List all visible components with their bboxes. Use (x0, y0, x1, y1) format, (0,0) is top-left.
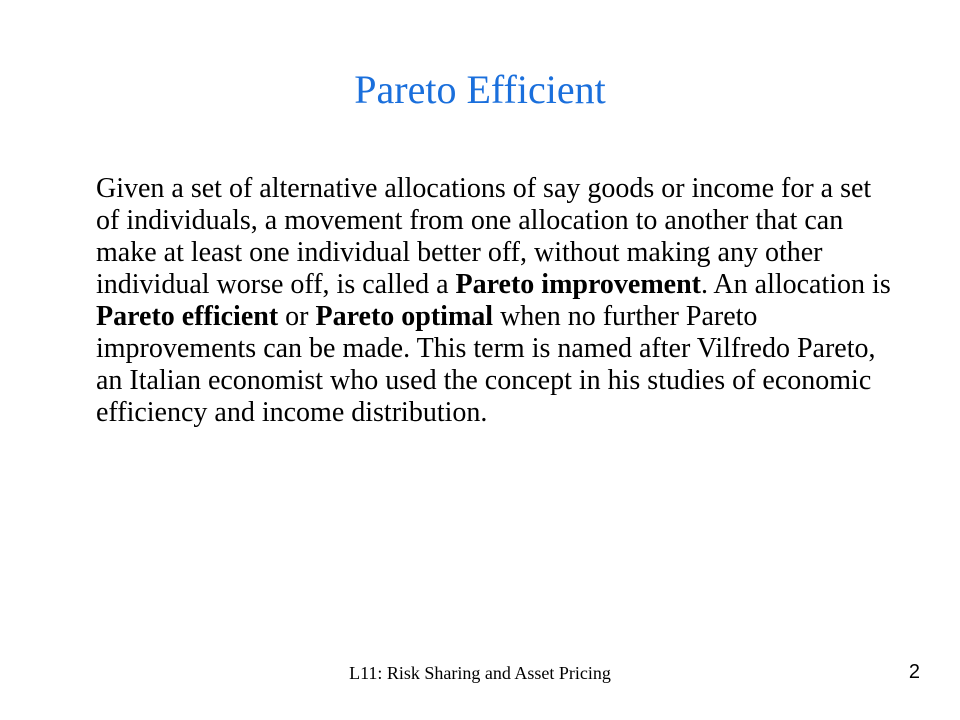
body-text-segment: Given a set of alternative allocations of say goods or income for a set of individuals, a movement from one allocation to another that can make at least one individual better off, without making any other individual worse off, is called a (96, 173, 872, 300)
term-pareto-optimal: Pareto optimal (315, 301, 494, 332)
page-number: 2 (908, 661, 920, 683)
body-text-segment: . An allocation is (700, 269, 891, 300)
term-pareto-efficient: Pareto efficient (96, 301, 279, 332)
term-pareto-improvement: Pareto improvement (455, 269, 701, 300)
slide-title: Pareto Efficient (354, 67, 606, 112)
body-text-segment: or (278, 301, 316, 332)
slide-footer: L11: Risk Sharing and Asset Pricing (349, 663, 611, 683)
body-paragraph (96, 173, 896, 429)
body-text-segment: when no further Pareto improvements can be made. This term is named after Vilfredo Pareto, an Italian economist who used the concept in his studies of economic efficiency and income distribution. (96, 301, 876, 428)
